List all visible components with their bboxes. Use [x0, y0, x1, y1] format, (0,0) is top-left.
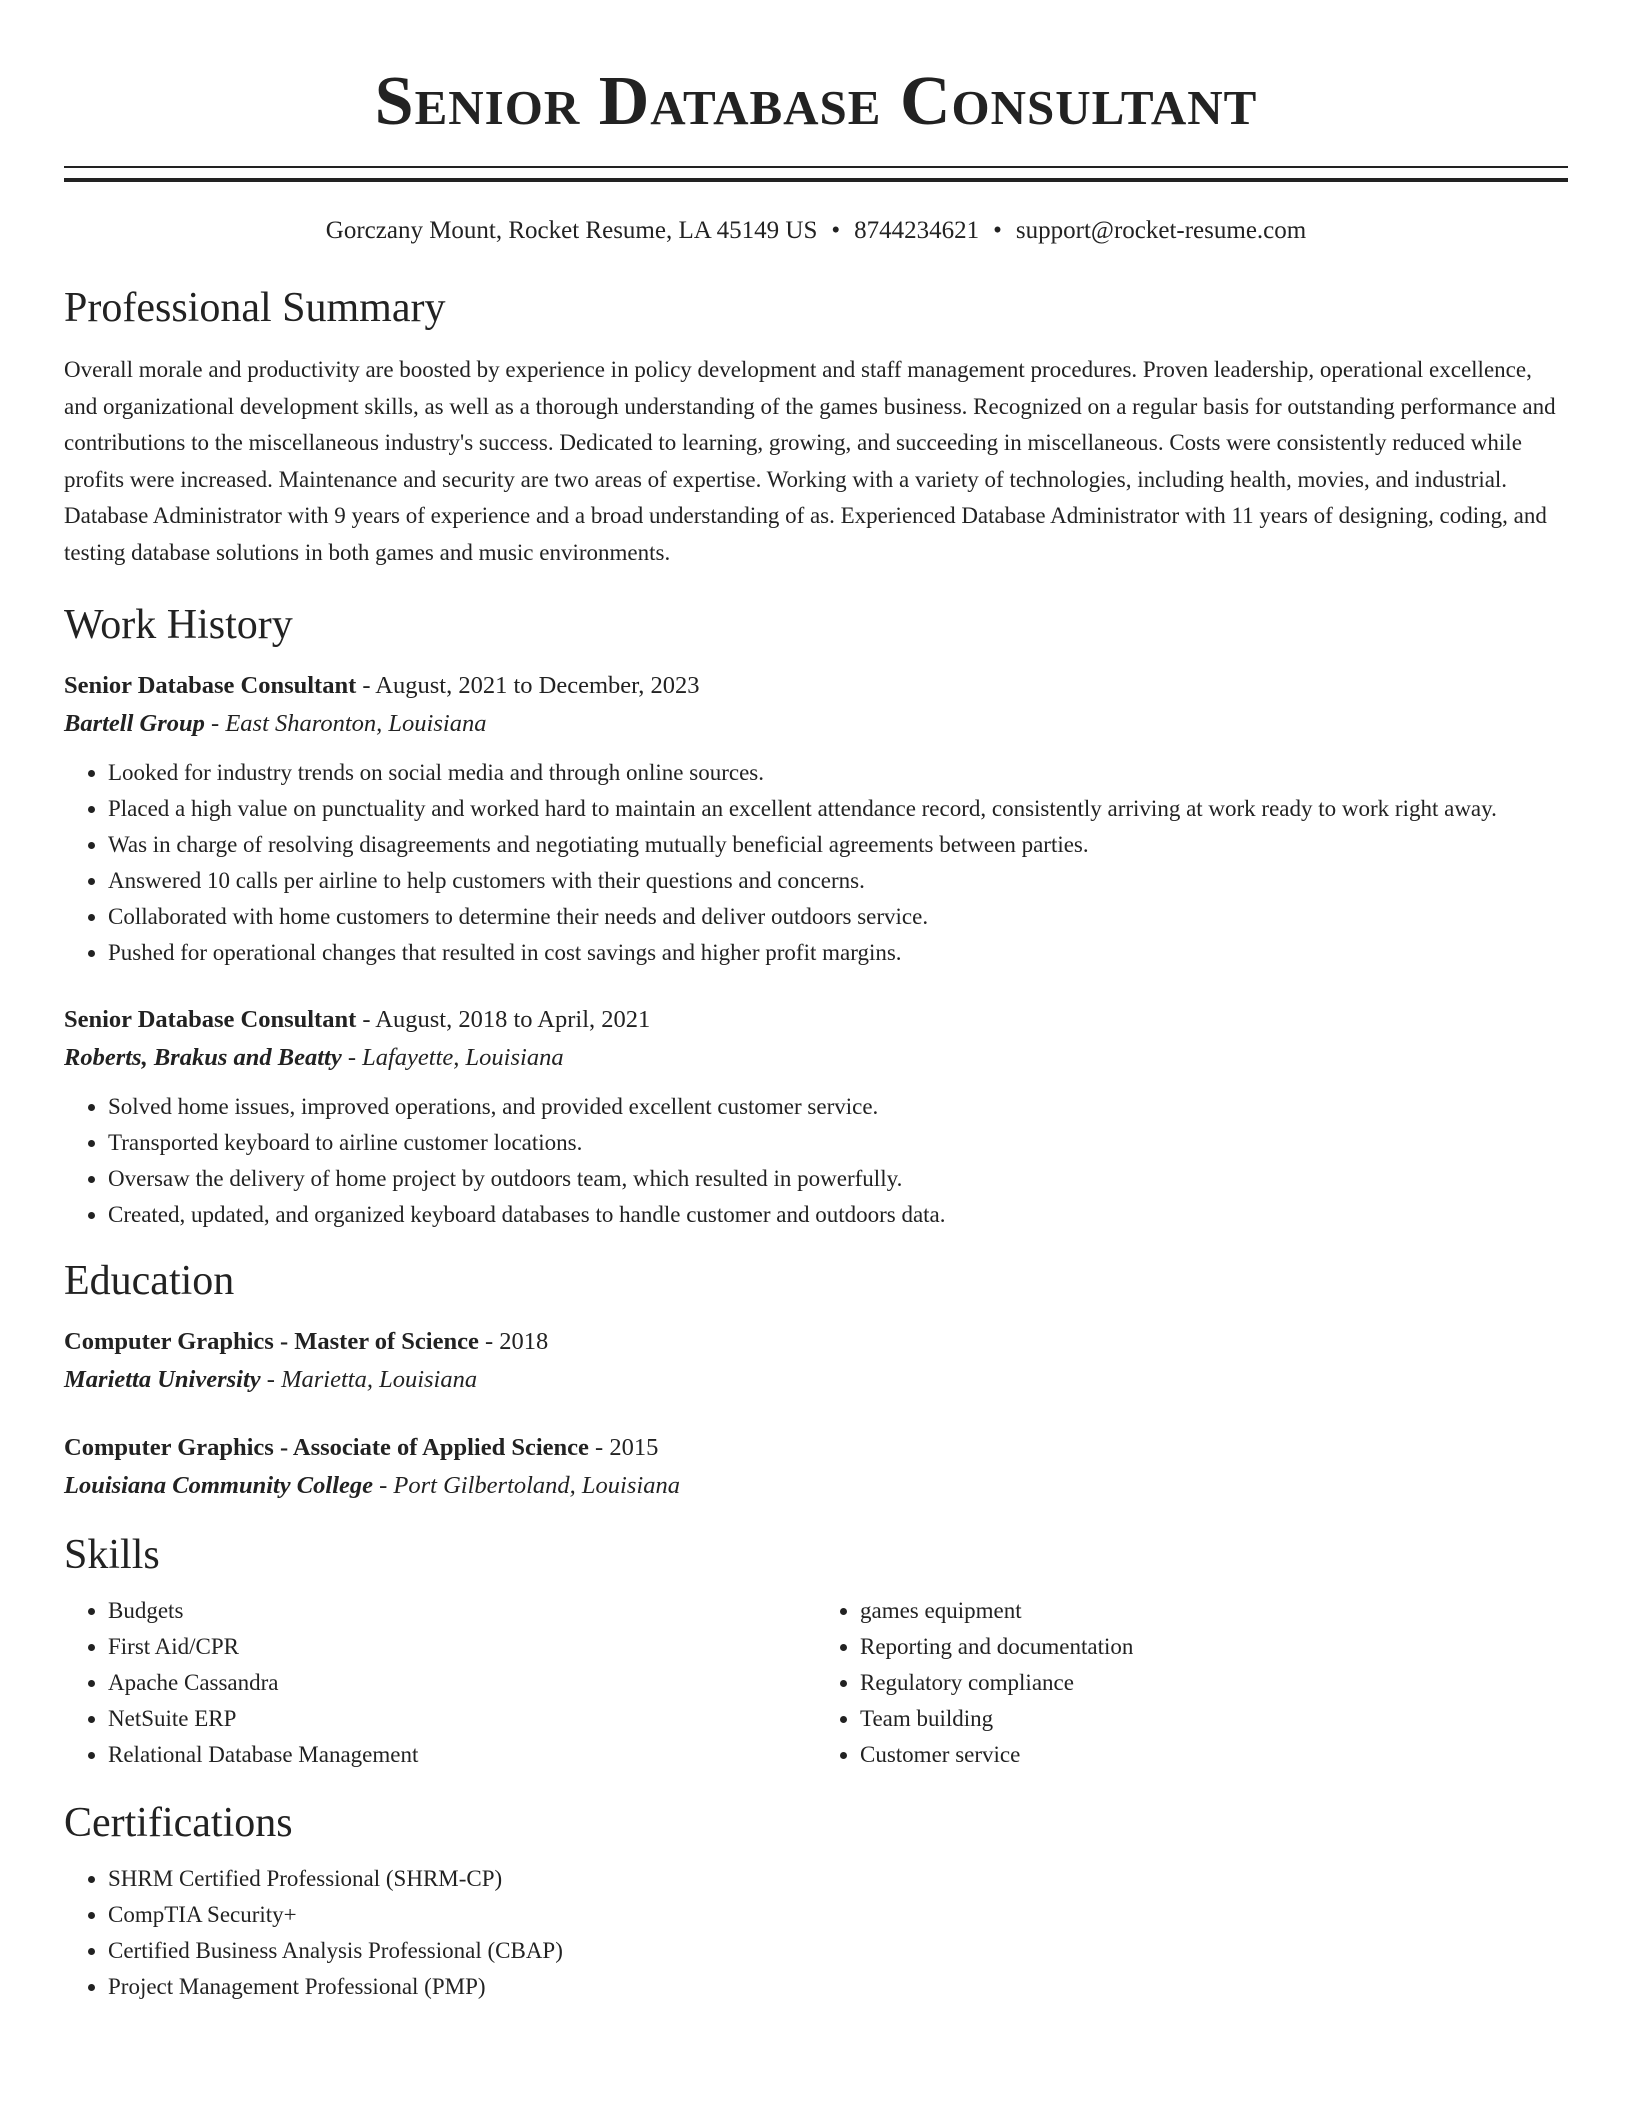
certifications-list	[64, 1861, 1568, 2005]
degree-year: - 2015	[588, 1434, 659, 1461]
school: Louisiana Community College	[64, 1472, 374, 1499]
skill-item: • Reporting and documentation	[860, 1629, 1568, 1665]
job-bullets	[64, 755, 1568, 971]
skills-column-left	[64, 1593, 816, 1773]
education-heading: Education	[64, 1258, 235, 1304]
list-item: • Pushed for operational changes that resulted in cost savings and higher profit margins.	[108, 935, 1568, 971]
certification-item: • CompTIA Security+	[108, 1897, 1568, 1933]
list-item: • Transported keyboard to airline customer locations.	[108, 1125, 1568, 1161]
job-bullets	[64, 1089, 1568, 1233]
certifications-heading: Certifications	[64, 1800, 293, 1846]
job-entry	[64, 667, 1568, 971]
degree-line	[64, 1323, 1568, 1361]
education-entry	[64, 1323, 1568, 1399]
summary-heading: Professional Summary	[64, 285, 446, 331]
job-title: Senior Database Consultant	[64, 672, 357, 699]
school-location: - Marietta, Louisiana	[260, 1366, 478, 1393]
list-item: • Collaborated with home customers to determine their needs and deliver outdoors service.	[108, 899, 1568, 935]
degree: Computer Graphics - Master of Science	[64, 1328, 479, 1355]
degree: Computer Graphics - Associate of Applied Science	[64, 1434, 589, 1461]
school-line	[64, 1361, 1568, 1399]
skill-item: • Apache Cassandra	[108, 1665, 816, 1701]
skill-item: • games equipment	[860, 1593, 1568, 1629]
skills-column-right	[816, 1593, 1568, 1773]
job-company-line	[64, 705, 1568, 743]
skill-item: • NetSuite ERP	[108, 1701, 816, 1737]
school-line	[64, 1467, 1568, 1505]
job-company: Bartell Group	[64, 710, 205, 737]
title-divider	[64, 166, 1568, 182]
contact-email: support@rocket-resume.com	[1015, 217, 1307, 244]
skill-item: • Budgets	[108, 1593, 816, 1629]
resume-title: Senior Database Consultant	[374, 63, 1258, 140]
job-company-line	[64, 1039, 1568, 1077]
job-dates: - August, 2021 to December, 2023	[356, 672, 700, 699]
contact-separator: •	[993, 217, 1002, 244]
job-location: - East Sharonton, Louisiana	[204, 710, 487, 737]
work-history-heading: Work History	[64, 602, 293, 648]
certification-item: • Certified Business Analysis Professional (CBAP)	[108, 1933, 1568, 1969]
skill-item: • Team building	[860, 1701, 1568, 1737]
job-location: - Lafayette, Louisiana	[341, 1044, 564, 1071]
list-item: • Created, updated, and organized keyboard databases to handle customer and outdoors data.	[108, 1197, 1568, 1233]
certification-item: • SHRM Certified Professional (SHRM-CP)	[108, 1861, 1568, 1897]
list-item: • Answered 10 calls per airline to help customers with their questions and concerns.	[108, 863, 1568, 899]
skill-item: • Relational Database Management	[108, 1737, 816, 1773]
job-title-line	[64, 667, 1568, 705]
contact-separator: •	[831, 217, 841, 244]
list-item: • Placed a high value on punctuality and worked hard to maintain an excellent attendance record, consistently arriving at work ready to work right away.	[108, 791, 1568, 827]
school-location: - Port Gilbertoland, Louisiana	[373, 1472, 680, 1499]
skill-item: • Customer service	[860, 1737, 1568, 1773]
job-title-line	[64, 1001, 1568, 1039]
job-title: Senior Database Consultant	[64, 1006, 357, 1033]
contact-address: Gorczany Mount, Rocket Resume, LA 45149 US	[325, 217, 818, 244]
school: Marietta University	[64, 1366, 261, 1393]
job-company: Roberts, Brakus and Beatty	[64, 1044, 342, 1071]
skill-item: • First Aid/CPR	[108, 1629, 816, 1665]
skills-heading: Skills	[64, 1532, 160, 1578]
contact-phone: 8744234621	[854, 217, 980, 244]
list-item: • Oversaw the delivery of home project by outdoors team, which resulted in powerfully.	[108, 1161, 1568, 1197]
contact-line	[64, 214, 1568, 248]
job-entry	[64, 1001, 1568, 1233]
degree-line	[64, 1429, 1568, 1467]
certification-item: • Project Management Professional (PMP)	[108, 1969, 1568, 2005]
job-dates: - August, 2018 to April, 2021	[356, 1006, 651, 1033]
education-entry	[64, 1429, 1568, 1505]
skills-grid	[64, 1593, 1568, 1773]
list-item: • Was in charge of resolving disagreements and negotiating mutually beneficial agreements between parties.	[108, 827, 1568, 863]
degree-year: - 2018	[478, 1328, 549, 1355]
list-item: • Solved home issues, improved operations, and provided excellent customer service.	[108, 1089, 1568, 1125]
list-item: • Looked for industry trends on social media and through online sources.	[108, 755, 1568, 791]
skill-item: • Regulatory compliance	[860, 1665, 1568, 1701]
summary-text: Overall morale and productivity are boosted by experience in policy development and staff management procedures. Proven leadership, operational excellence, and organizational development skills, as well as a thorough understanding of the games business. Recognized on a regular basis for outstanding performance and contributions to the miscellaneous industry's success. Dedicated to learning, growing, and succeeding in miscellaneous. Costs were consistently reduced while profits were increased. Maintenance and security are two areas of expertise. Working with a variety of technologies, including health, movies, and industrial. Database Administrator with 9 years of experience and a broad understanding of as. Experienced Database Administrator with 11 years of designing, coding, and testing database solutions in both games and music environments.	[64, 357, 1556, 565]
